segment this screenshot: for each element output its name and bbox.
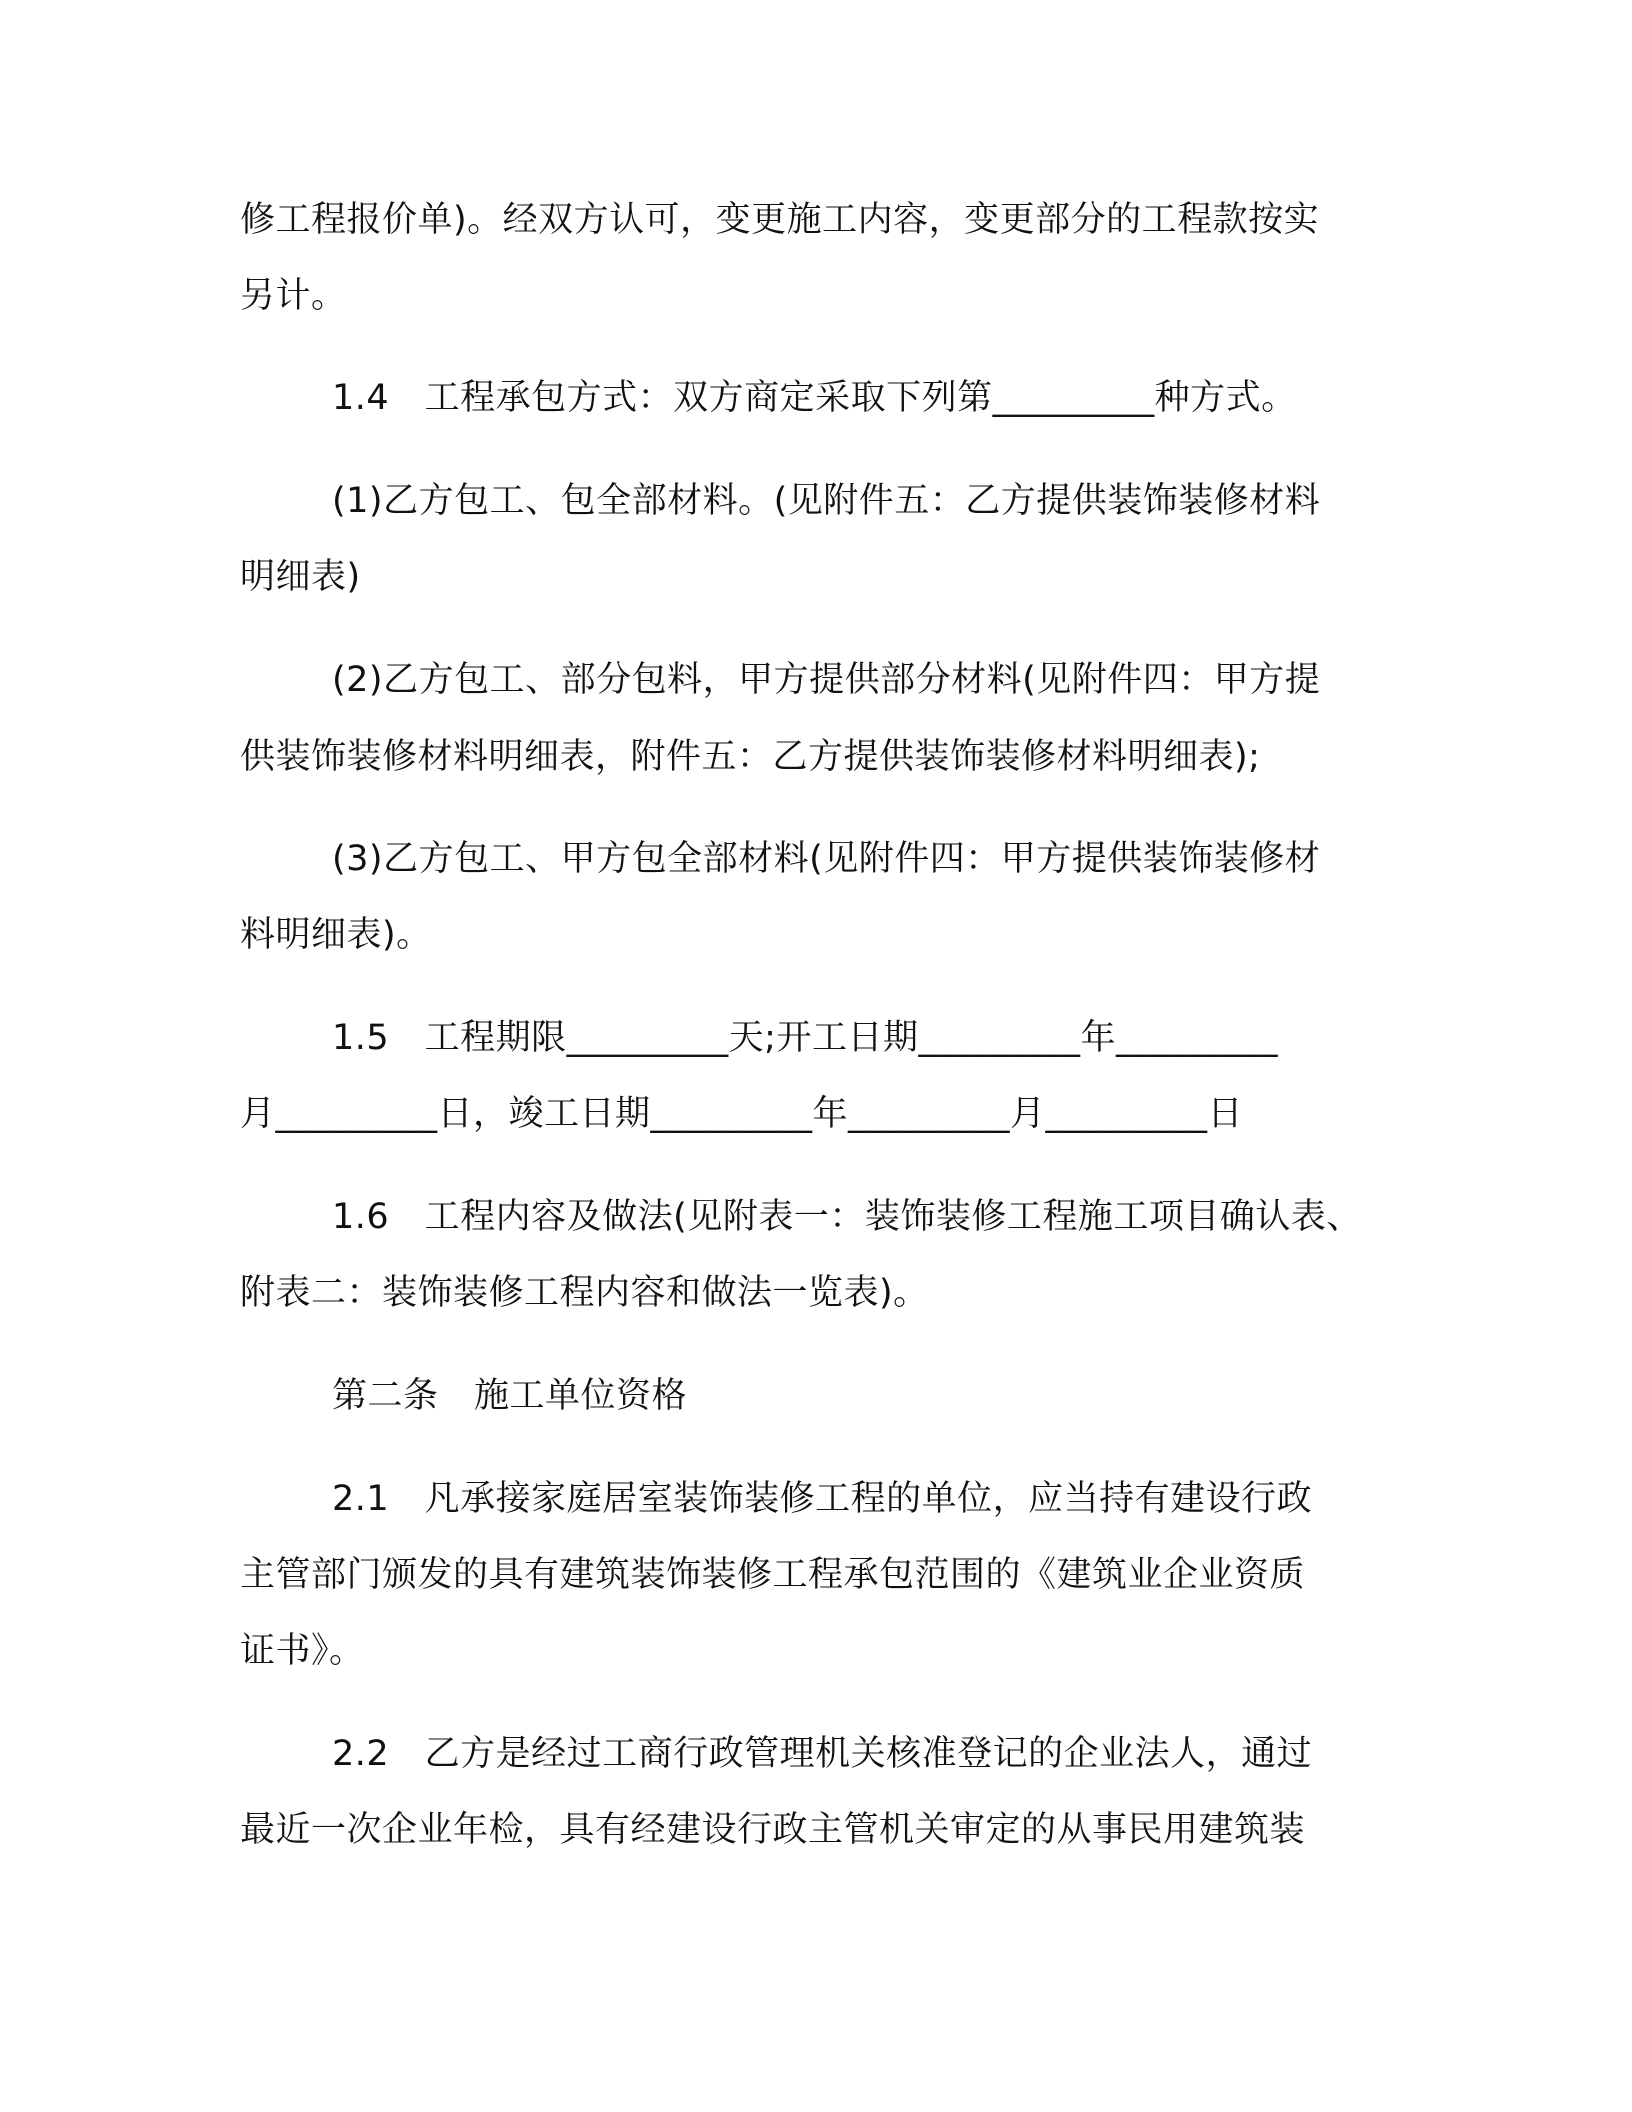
clause-1-4: 1.4 工程承包方式：双方商定采取下列第_________种方式。 <box>332 378 1297 418</box>
text-line: 供装饰装修材料明细表，附件五：乙方提供装饰装修材料明细表); <box>240 737 1261 777</box>
clause-1-6: 1.6 工程内容及做法(见附表一：装饰装修工程施工项目确认表、 <box>332 1197 1362 1237</box>
article-2-heading: 第二条 施工单位资格 <box>332 1376 688 1416</box>
option-3: (3)乙方包工、甲方包全部材料(见附件四：甲方提供装饰装修材 <box>332 839 1321 879</box>
text-line: 附表二：装饰装修工程内容和做法一览表)。 <box>240 1273 929 1313</box>
option-2: (2)乙方包工、部分包料，甲方提供部分材料(见附件四：甲方提 <box>332 660 1321 700</box>
clause-2-2: 2.2 乙方是经过工商行政管理机关核准登记的企业法人，通过 <box>332 1734 1313 1774</box>
option-1: (1)乙方包工、包全部材料。(见附件五：乙方提供装饰装修材料 <box>332 481 1321 521</box>
clause-2-1: 2.1 凡承接家庭居室装饰装修工程的单位，应当持有建设行政 <box>332 1479 1313 1519</box>
text-line: 另计。 <box>240 276 347 316</box>
text-line: 最近一次企业年检，具有经建设行政主管机关审定的从事民用建筑装 <box>240 1810 1306 1850</box>
text-line: 月_________日，竣工日期_________年_________月_________日 <box>240 1094 1244 1134</box>
text-line: 明细表) <box>240 557 361 597</box>
text-line: 修工程报价单)。经双方认可，变更施工内容，变更部分的工程款按实 <box>240 200 1320 240</box>
text-line: 主管部门颁发的具有建筑装饰装修工程承包范围的《建筑业企业资质 <box>240 1555 1306 1595</box>
text-line: 料明细表)。 <box>240 915 432 955</box>
clause-1-5: 1.5 工程期限_________天;开工日期_________年_________ <box>332 1018 1278 1058</box>
text-line: 证书》。 <box>240 1631 365 1671</box>
